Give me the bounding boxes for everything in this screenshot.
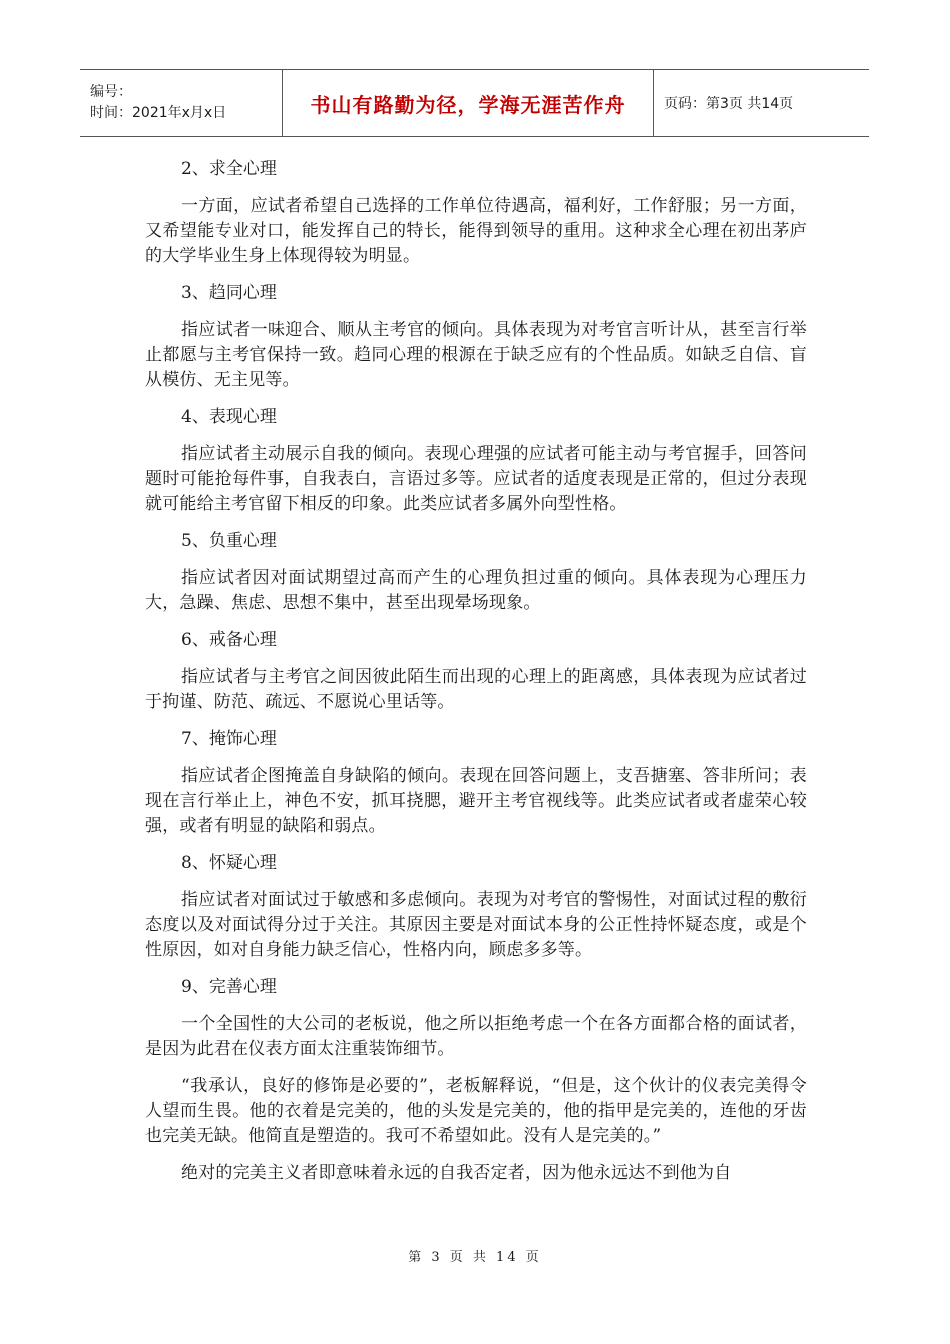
document-body xyxy=(145,150,807,1198)
section-heading: 3、趋同心理 xyxy=(181,283,277,303)
header-page-number: 页码：第3页 共14页 xyxy=(664,96,794,112)
section-3 xyxy=(145,281,807,393)
paragraph: 指应试者因对面试期望过高而产生的心理负担过重的倾向。具体表现为心理压力大，急躁、焦虑、思想不集中，甚至出现晕场现象。 xyxy=(145,568,807,613)
section-heading: 4、表现心理 xyxy=(181,407,277,427)
paragraph: 指应试者一味迎合、顺从主考官的倾向。具体表现为对考官言听计从，甚至言行举止都愿与主考官保持一致。趋同心理的根源在于缺乏应有的个性品质。如缺乏自信、盲从模仿、无主见等。 xyxy=(145,320,807,390)
page-footer: 第 3 页 共 14 页 xyxy=(408,1250,542,1265)
section-5 xyxy=(145,529,807,616)
document-number-label: 编号： xyxy=(90,84,132,100)
page-header xyxy=(80,69,869,137)
paragraph: 一个全国性的大公司的老板说，他之所以拒绝考虑一个在各方面都合格的面试者，是因为此君在仪表方面太注重装饰细节。 xyxy=(145,1014,807,1059)
paragraph: 指应试者主动展示自我的倾向。表现心理强的应试者可能主动与考官握手，回答问题时可能抢每件事，自我表白，言语过多等。应试者的适度表现是正常的，但过分表现就可能给主考官留下相反的印象。此类应试者多属外向型性格。 xyxy=(145,444,807,514)
paragraph: 指应试者对面试过于敏感和多虑倾向。表现为对考官的警惕性，对面试过程的敷衍态度以及对面试得分过于关注。其原因主要是对面试本身的公正性持怀疑态度，或是个性原因，如对自身能力缺乏信心，性格内向，顾虑多多等。 xyxy=(145,890,807,960)
section-heading: 2、求全心理 xyxy=(181,159,277,179)
section-heading: 6、戒备心理 xyxy=(181,630,277,650)
section-6 xyxy=(145,628,807,715)
section-2 xyxy=(145,157,807,269)
section-heading: 9、完善心理 xyxy=(181,977,277,997)
section-4 xyxy=(145,405,807,517)
header-motto: 书山有路勤为径，学海无涯苦作舟 xyxy=(310,92,626,117)
paragraph: 绝对的完美主义者即意味着永远的自我否定者，因为他永远达不到他为自 xyxy=(181,1163,732,1183)
paragraph: 一方面，应试者希望自己选择的工作单位待遇高，福利好，工作舒服；另一方面，又希望能专业对口，能发挥自己的特长，能得到领导的重用。这种求全心理在初出茅庐的大学毕业生身上体现得较为明显。 xyxy=(145,196,807,266)
section-heading: 5、负重心理 xyxy=(181,531,277,551)
header-motto-cell xyxy=(283,70,654,136)
paragraph: “我承认，良好的修饰是必要的”，老板解释说，“但是，这个伙计的仪表完美得令人望而生畏。他的衣着是完美的，他的头发是完美的，他的指甲是完美的，连他的牙齿也完美无缺。他简直是塑造的。我可不希望如此。没有人是完美的。” xyxy=(145,1076,807,1146)
header-page-cell xyxy=(654,70,869,136)
document-time-label: 时间：2021年x月x日 xyxy=(90,105,227,121)
section-heading: 8、怀疑心理 xyxy=(181,853,277,873)
paragraph: 指应试者企图掩盖自身缺陷的倾向。表现在回答问题上，支吾搪塞、答非所问；表现在言行举止上，神色不安，抓耳挠腮，避开主考官视线等。此类应试者或者虚荣心较强，或者有明显的缺陷和弱点。 xyxy=(145,766,807,836)
section-8 xyxy=(145,851,807,963)
section-7 xyxy=(145,727,807,839)
header-info-cell xyxy=(80,70,283,136)
section-heading: 7、掩饰心理 xyxy=(181,729,277,749)
paragraph: 指应试者与主考官之间因彼此陌生而出现的心理上的距离感，具体表现为应试者过于拘谨、防范、疏远、不愿说心里话等。 xyxy=(145,667,807,712)
section-9 xyxy=(145,975,807,1186)
